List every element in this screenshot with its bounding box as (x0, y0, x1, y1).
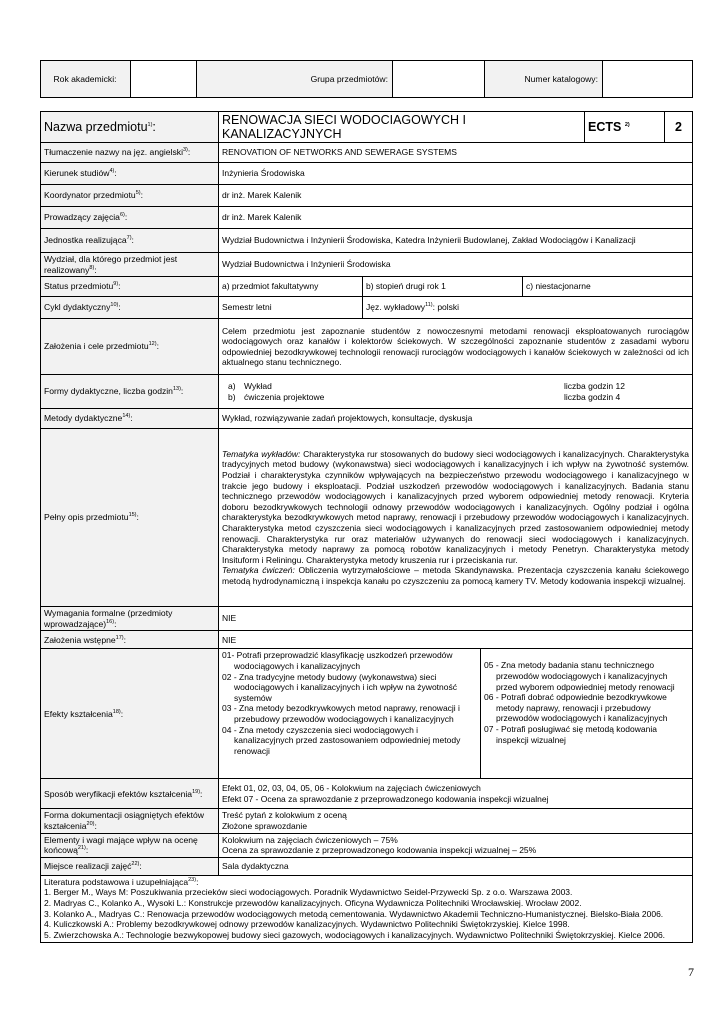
outcome-item: 07 - Potrafi posługiwać się metodą kodowania inspekcji wizualnej (484, 723, 657, 745)
place-value: Sala dydaktyczna (219, 857, 693, 875)
goals-value: Celem przedmiotu jest zapoznanie studentów z nowoczesnymi metodami renowacji eksploatowanych rurociągów wodociągowych oraz kanałów i kolektorów ściekowych. W szczególności zapoznanie studentów z zasadami wyboru odpowiedniej bezodkrywkowej technologii renowacji rurociągów wodociągowych i kanałów ściekowych w zależności od ich aktualnego stanu technicznego. (219, 319, 693, 375)
faculty-value: Wydział Budownictwa i Inżynierii Środowiska (219, 253, 693, 277)
goals-label: Założenia i cele przedmiotu$^{12)}$: (41, 319, 219, 375)
catalog-number-label: Numer katalogowy: (485, 61, 603, 98)
prerequisites-value: NIE (219, 631, 693, 649)
literature-item: 1. Berger M., Ways M: Poszukiwania przecieków sieci wodociągowych. Poradnik Wydawnictwo Seidel-Przywecki Sp. z o.o. Warszawa 2003. (44, 887, 573, 898)
forms-value (219, 375, 693, 409)
outcomes-left (219, 649, 481, 779)
subject-group-field[interactable] (393, 61, 485, 98)
ects-value: 2 (665, 112, 693, 143)
status-type: a) przedmiot fakultatywny (219, 277, 363, 297)
documentation-value: Treść pytań z kolokwium z oceną Złożone sprawozdanie (219, 809, 693, 833)
forms-label: Formy dydaktyczne, liczba godzin$^{13)}$: (41, 375, 219, 409)
academic-year-label: Rok akademicki: (41, 61, 131, 98)
place-label: Miejsce realizacji zajęć$^{22)}$: (41, 857, 219, 875)
ects-label: ECTS $^{2)}$ (585, 112, 665, 143)
requirements-label: Wymagania formalne (przedmioty wprowadzające)$^{16)}$: (41, 607, 219, 631)
field-of-study-value: Inżynieria Środowiska (219, 163, 693, 185)
literature-item: 4. Kuliczkowski A.: Problemy bezodkrywkowej odnowy przewodów kanalizacyjnych. Wydawnictwo Politechniki Świętokrzyskiej. Kielce 1998. (44, 919, 570, 930)
description-value: Tematyka wykładów: Charakterystyka rur stosowanych do budowy sieci wodociągowych i kanalizacyjnych. Charakterystyka tradycyjnych metod budowy (wykonawstwa) sieci wodociągowych i kanalizacyjnych i ich wpływ na żywotność systemów. Podział i charakterystyka czynników wpływających na bezpieczeństwo przewodu wodociągowego i kanalizacyjnego w trakcie jego budowy i eksploatacji. Podział uszkodzeń przewodów wodociągowych i kanalizacyjnych. Badania stanu technicznego przewodów wodociągowych i kanalizacyjnych przed wyborem odpowiedniej metody renowacji. Kryteria doboru bezodkrywkowych technologii odnowy przewodów wodociągowych i kanalizacyjnych. Ogólny podział i ogólna charakterystyka bezodkrywkowych metod naprawy, renowacji i przebudowy przewodów wodociągowych i kanalizacyjnych. Charakterystyka metod czyszczenia sieci wodociągowych i kanalizacyjnych przed zastosowaniem odpowiedniej metody renowacji. Charakterystyka rur oraz materiałów używanych do renowacji sieci wodociągowych i kanalizacyjnych. Charakterystyka metody naprawy za pomocą robotów kanalizacyjnych i metody Penetryn. Charakterystyka metody Insituform i Reliningu. Charakterystyka metody kruszenia rur i przeciskania rur. Tematyka ćwiczeń: Obliczenia wytrzymałościowe – metoda Skandynawska. Prezentacja czyszczenia kanału ściekowego metodą hydrodynamiczną i inspekcja kanału po czyszczeniu za pomocą kamery TV. Metody kodowania inspekcji wizualnej. (219, 429, 693, 607)
status-degree: b) stopień drugi rok 1 (363, 277, 523, 297)
coordinator-value: dr inż. Marek Kalenik (219, 185, 693, 207)
description-label: Pełny opis przedmiotu$^{15)}$: (41, 429, 219, 607)
translation-value: RENOVATION OF NETWORKS AND SEWERAGE SYSTEMS (219, 143, 693, 163)
subject-group-label: Grupa przedmiotów: (197, 61, 393, 98)
literature-item: 5. Zwierzchowska A.: Technologie bezwykopowej budowy sieci gazowych, wodociągowych i kanalizacyjnych. Wydawnictwo Politechniki Świętokrzyskiej. Kielce 2006. (44, 929, 666, 940)
weights-value: Kolokwium na zajęciach ćwiczeniowych – 75% Ocena za sprawozdanie z przeprowadzonego kodowania inspekcji wizualnej – 25% (219, 833, 693, 857)
methods-label: Metody dydaktyczne$^{14)}$: (41, 409, 219, 429)
outcomes-right (481, 649, 693, 779)
literature-section (41, 875, 693, 943)
translation-label: Tłumaczenie nazwy na jęz. angielski$^{3)}$: (41, 143, 219, 163)
outcome-item: 05 - Zna metody badania stanu technicznego przewodów wodociągowych i kanalizacyjnych przed wyborem odpowiedniej metody renowacji (484, 660, 675, 692)
course-name-value: RENOWACJA SIECI WODOCIAGOWYCH I KANALIZACYJNYCH (219, 112, 585, 143)
documentation-label: Forma dokumentacji osiągniętych efektów kształcenia$^{20)}$: (41, 809, 219, 833)
outcome-item: 02 - Zna tradycyjne metody budowy (wykonawstwa) sieci wodociągowych i kanalizacyjnych i ich wpływ na żywotność systemów (222, 671, 457, 703)
course-name-label: Nazwa przedmiotu$^{1)}$: (41, 112, 219, 143)
page-number: 7 (688, 965, 694, 979)
course-card-table (40, 111, 693, 943)
form-row: b) ćwiczenia projektowe liczba godzin 4 (228, 391, 621, 402)
unit-label: Jednostka realizująca$^{7)}$: (41, 229, 219, 253)
lecturer-value: dr inż. Marek Kalenik (219, 207, 693, 229)
outcome-item: 06 - Potrafi dobrać odpowiednie bezodkrywkowe metody naprawy, renowacji i przebudowy przewodów wodociągowych i kanalizacyjnych (484, 692, 668, 724)
literature-item: 3. Kolanko A., Madryas C.: Renowacja przewodów wodociągowych metodą cementowania. Wydawnictwo Akademii Techniczno-Humanistycznej. Bielsko-Biała 2006. (44, 908, 664, 919)
catalog-number-field[interactable] (603, 61, 693, 98)
form-row: a) Wykład liczba godzin 12 (228, 381, 625, 392)
academic-year-field[interactable] (131, 61, 197, 98)
literature-item: 2. Madryas C., Kolanko A., Wysoki L.: Konstrukcje przewodów kanalizacyjnych. Oficyna Wydawnicza Politechniki Wrocławskiej. Wrocław 2002. (44, 897, 582, 908)
language-value: Jęz. wykładowy$^{11)}$: polski (363, 297, 693, 319)
cycle-label: Cykl dydaktyczny$^{10)}$: (41, 297, 219, 319)
weights-label: Elementy i wagi mające wpływ na ocenę końcową$^{21)}$: (41, 833, 219, 857)
cycle-value: Semestr letni (219, 297, 363, 319)
prerequisites-label: Założenia wstępne$^{17)}$: (41, 631, 219, 649)
field-of-study-label: Kierunek studiów$^{4)}$: (41, 163, 219, 185)
verification-value: Efekt 01, 02, 03, 04, 05, 06 - Kolokwium na zajęciach ćwiczeniowych Efekt 07 - Ocena za sprawozdanie z przeprowadzonego kodowania inspekcji wizualnej (219, 779, 693, 809)
catalog-header-table (40, 60, 693, 98)
outcome-item: 01- Potrafi przeprowadzić klasyfikację uszkodzeń przewodów wodociągowych i kanalizacyjnych (222, 650, 453, 671)
outcome-item: 04 - Zna metody czyszczenia sieci wodociągowych i kanalizacyjnych przed zastosowaniem odpowiedniej metody renowacji (222, 724, 461, 756)
status-mode: c) niestacjonarne (523, 277, 693, 297)
unit-value: Wydział Budownictwa i Inżynierii Środowiska, Katedra Inżynierii Budowlanej, Zakład Wodociągów i Kanalizacji (219, 229, 693, 253)
methods-value: Wykład, rozwiązywanie zadań projektowych, konsultacje, dyskusja (219, 409, 693, 429)
outcome-item: 03 - Zna metody bezodkrywkowych metod naprawy, renowacji i przebudowy przewodów wodociągowych i kanalizacyjnych (222, 703, 460, 724)
status-label: Status przedmiotu$^{9)}$: (41, 277, 219, 297)
lecturer-label: Prowadzący zajęcia$^{6)}$: (41, 207, 219, 229)
verification-label: Sposób weryfikacji efektów kształcenia$^{19)}$: (41, 779, 219, 809)
faculty-label: Wydział, dla którego przedmiot jest realizowany$^{8)}$: (41, 253, 219, 277)
literature-label: Literatura podstawowa i uzupełniająca$^{23)}$: (44, 876, 199, 887)
coordinator-label: Koordynator przedmiotu$^{5)}$: (41, 185, 219, 207)
requirements-value: NIE (219, 607, 693, 631)
outcomes-label: Efekty kształcenia$^{18)}$: (41, 649, 219, 779)
